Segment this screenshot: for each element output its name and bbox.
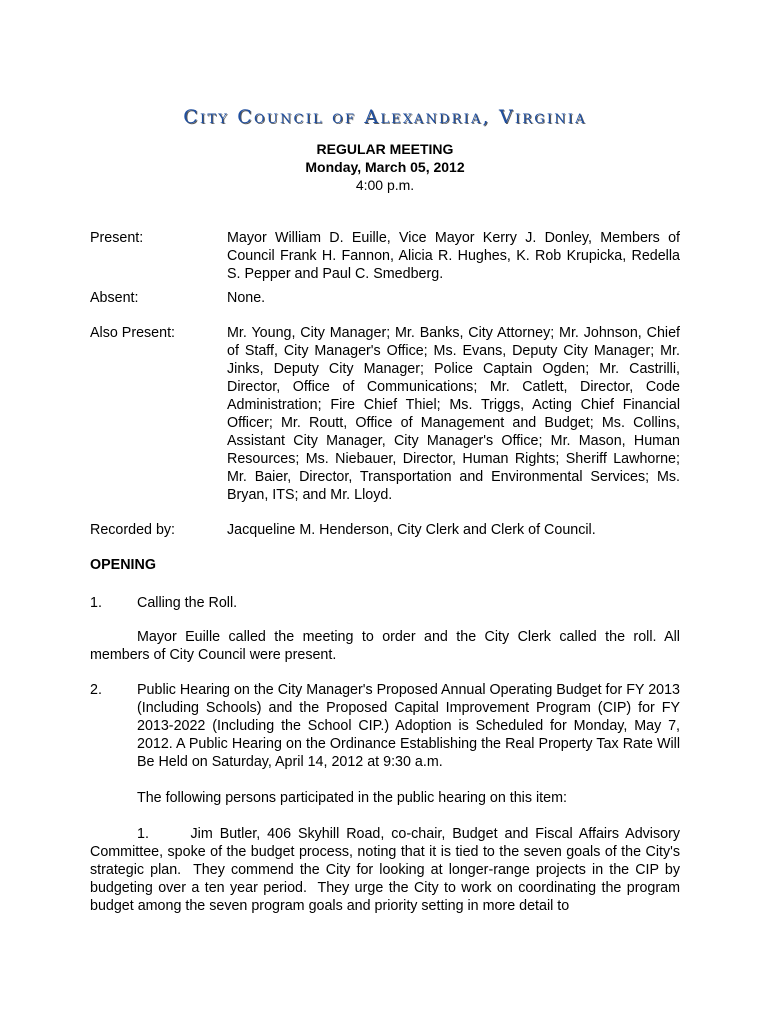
item-2-intro: The following persons participated in the public hearing on this item:: [137, 790, 567, 806]
item-1-paragraph: Mayor Euille called the meeting to order and the City Clerk called the roll. All members of City Council were present.: [90, 629, 680, 663]
also-present-value: Mr. Young, City Manager; Mr. Banks, City Attorney; Mr. Johnson, Chief of Staff, City Manager's Office; Ms. Evans, Deputy City Manager; Mr. Jinks, Deputy City Manager; Police Captain Ogden; Mr. Castrilli, Director, Office of Communications; Mr. Catlett, Director, Code Administration; Fire Chief Thiel; Ms. Triggs, Acting Chief Financial Officer; Mr. Routt, Office of Management and Budget; Ms. Collins, Assistant City Manager, City Manager's Office; Mr. Mason, Human Resources; Ms. Niebauer, Director, Human Rights; Sheriff Lawhorne; Mr. Baier, Director, Transportation and Environmental Services; Ms. Bryan, ITS; and Mr. Lloyd.: [227, 325, 680, 503]
also-present-label: Also Present:: [90, 325, 176, 341]
opening-heading: OPENING: [90, 557, 156, 573]
item-2-number: 2.: [90, 682, 102, 698]
meeting-time: 4:00 p.m.: [355, 177, 415, 193]
recorded-by-value: Jacqueline M. Henderson, City Clerk and Clerk of Council.: [227, 522, 596, 538]
absent-label: Absent:: [90, 290, 139, 306]
item-1-title: Calling the Roll.: [137, 595, 238, 611]
recorded-by-label: Recorded by:: [90, 522, 176, 538]
meeting-date: Monday, March 05, 2012: [305, 159, 465, 175]
present-value: Mayor William D. Euille, Vice Mayor Kerry J. Donley, Members of Council Frank H. Fannon, Alicia R. Hughes, K. Rob Krupicka, Redella S. Pepper and Paul C. Smedberg.: [227, 230, 680, 282]
item-2-title: Public Hearing on the City Manager's Proposed Annual Operating Budget for FY 2013 (Including Schools) and the Proposed Capital Improvement Program (CIP) for FY 2013-2022 (Including the School CIP.) Adoption is Scheduled for Monday, May 7, 2012. A Public Hearing on the Ordinance Establishing the Real Property Tax Rate Will Be Held on Saturday, April 14, 2012 at 9:30 a.m.: [137, 682, 680, 770]
absent-value: None.: [227, 290, 266, 306]
speaker-1-paragraph: 1. Jim Butler, 406 Skyhill Road, co-chair, Budget and Fiscal Affairs Advisory Committee, spoke of the budget process, noting that it is tied to the seven goals of the City's strategic plan. They commend the City for looking at longer-range projects in the CIP by budgeting over a ten year period. They urge the City to work on coordinating the program budget among the seven program goals and priority setting in more detail to: [90, 826, 684, 914]
document-title: City Council of Alexandria, Virginia: [183, 106, 587, 128]
meeting-type: REGULAR MEETING: [316, 141, 454, 157]
item-1-number: 1.: [90, 595, 102, 611]
present-label: Present:: [90, 230, 144, 246]
